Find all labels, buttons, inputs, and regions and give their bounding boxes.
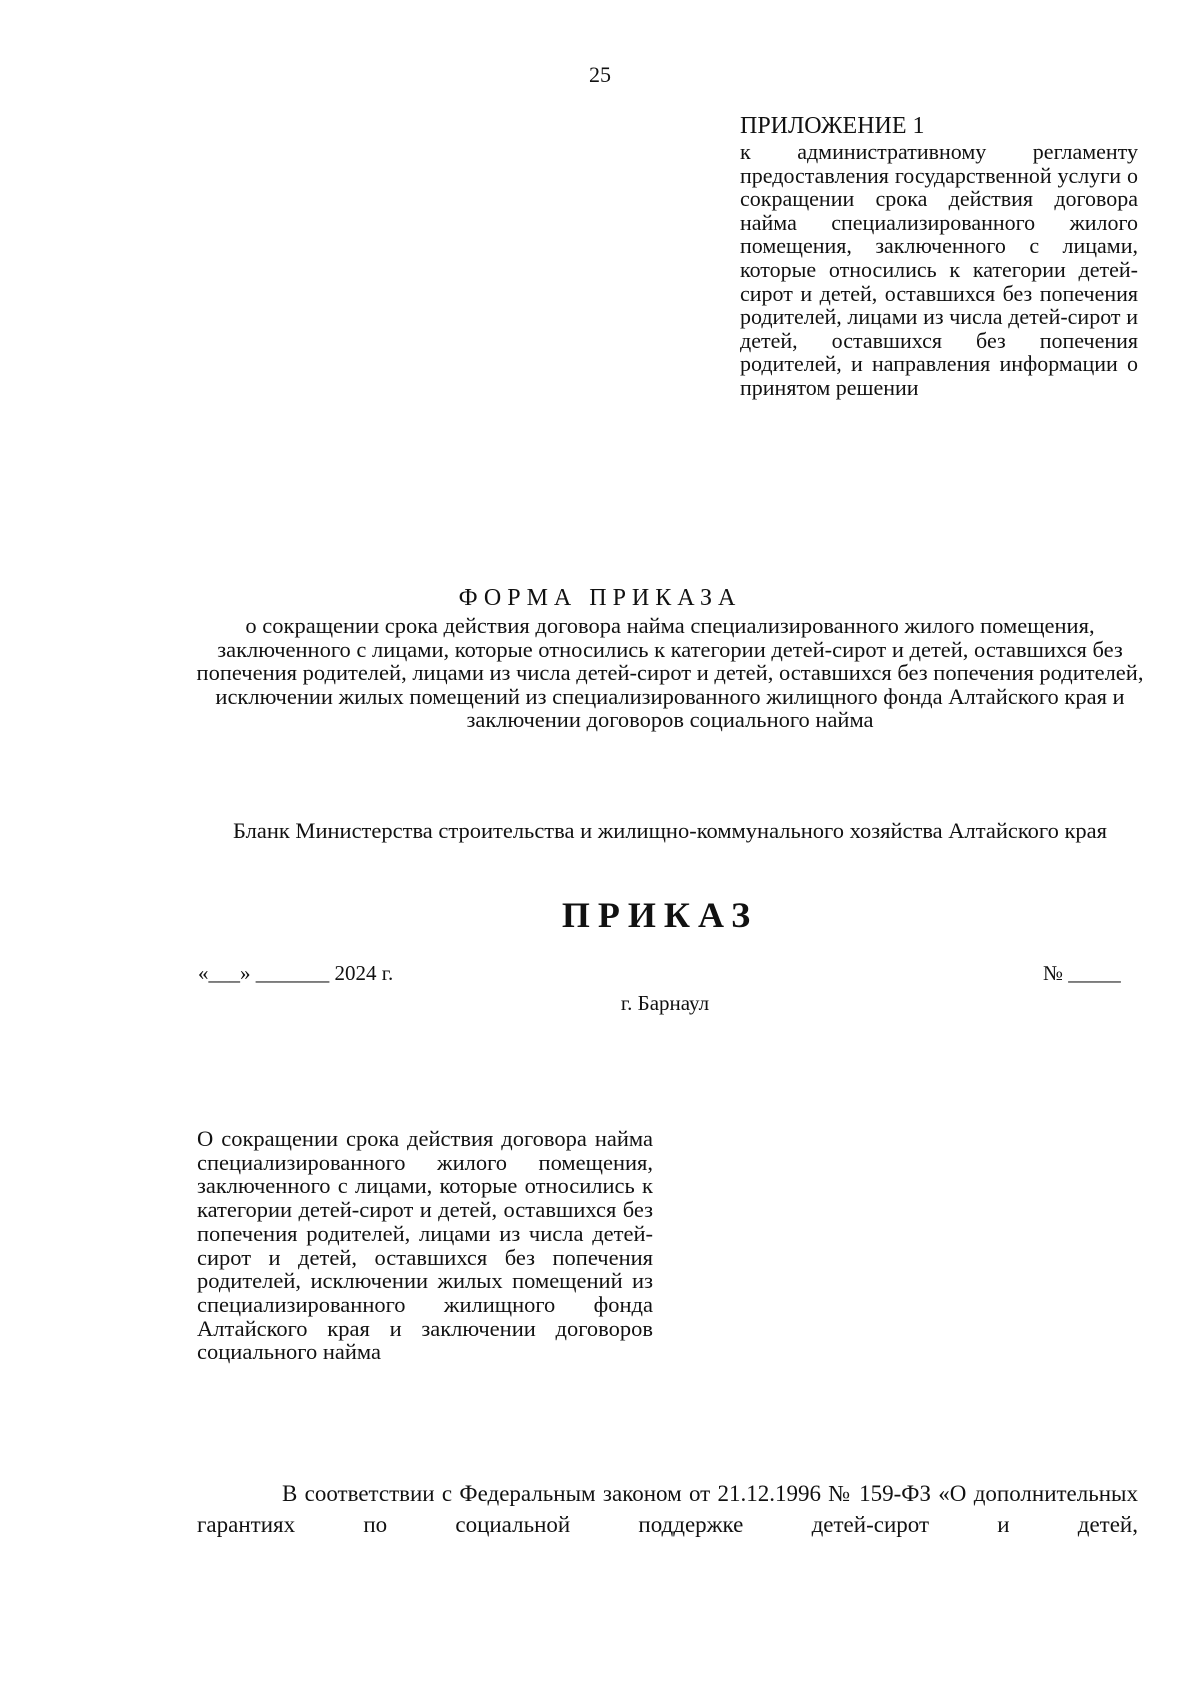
order-body-text: В соответствии с Федеральным законом от 21.12.1996 № 159-ФЗ «О дополнительных гарантиях по социальной поддержке детей-сирот и детей, <box>197 1481 1138 1537</box>
appendix-block <box>740 112 1138 400</box>
order-subject: О сокращении срока действия договора найма специализированного жилого помещения, заключенного с лицами, которые относились к категории детей-сирот и детей, оставшихся без попечения родителей, лицами из числа детей-сирот и детей, оставшихся без попечения родителей, исключении жилых помещений из специализированного жилищного фонда Алтайского края и заключении договоров социального найма <box>197 1126 653 1365</box>
order-title: ПРИКАЗ <box>561 895 759 935</box>
order-number-line: № _____ <box>1043 961 1121 985</box>
appendix-title: ПРИЛОЖЕНИЕ 1 <box>740 113 925 139</box>
form-heading: ФОРМА ПРИКАЗА <box>458 585 742 611</box>
order-city: г. Барнаул <box>620 991 710 1015</box>
order-date-line: «___» _______ 2024 г. <box>198 961 394 985</box>
appendix-text: к административному регламенту предоставления государственной услуги о сокращении срока действия договора найма специализированного жилого помещения, заключенного с лицами, которые относились к категории детей-сирот и детей, оставшихся без попечения родителей, лицами из числа детей-сирот и детей, оставшихся без попечения родителей, и направления информации о принятом решении <box>740 139 1138 400</box>
ministry-blank-label: Бланк Министерства строительства и жилищно-коммунального хозяйства Алтайского края <box>233 818 1107 843</box>
page-number: 25 <box>589 62 611 87</box>
form-subtitle: о сокращении срока действия договора найма специализированного жилого помещения, заключенного с лицами, которые относились к категории детей-сирот и детей, оставшихся без попечения родителей, лицами из числа детей-сирот и детей, оставшихся без попечения родителей, исключении жилых помещений из специализированного жилищного фонда Алтайского края и заключении договоров социального найма <box>196 613 1144 733</box>
